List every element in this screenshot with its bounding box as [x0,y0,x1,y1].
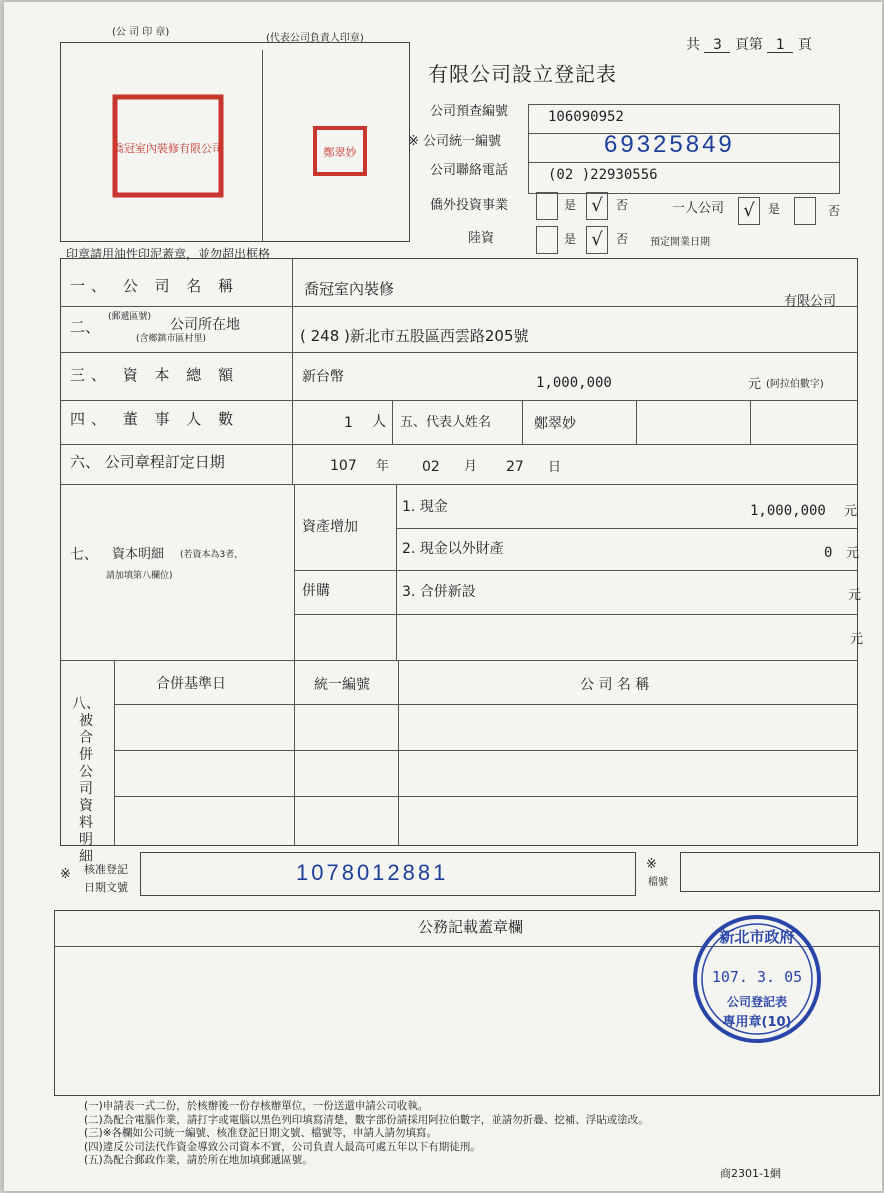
notes: (一)申請表一式二份，於核辦後一份存核辦單位，一份送還申請公司收執。 (二)為配合電腦作業，請打字或電腦以黑色列印填寫清楚，數字部份請採用阿拉伯數字，並請勿折疊、挖補、浮貼或塗改。 (三)※各欄如公司統一編號、核准登記日期文號、檔號等，申請人請勿填寫。 (四)違反公司法代作資金導致公司資本不實，公司負責人最高可處五年以下有期徒刑。 (五)為配合郵政作業，請於所在地加填郵遞區號。 [84,1100,649,1166]
company-name-label: 一、 公 司 名 稱 [70,277,240,295]
capital-detail-label: 資本明細 [112,547,165,562]
page-indicator: 共 3 頁第 1 頁 [686,37,812,53]
unified-label: ※ 公司統一編號 [408,134,502,149]
directors-count: 1 [344,415,353,431]
one-person-label: 一人公司 [672,201,725,216]
company-name-suffix: 有限公司 [784,294,837,309]
approval-number: 1078012881 [296,860,449,885]
company-name-header: 公 司 名 稱 [580,677,650,693]
overseas-label: 僑外投資事業 [430,198,509,213]
file-number-box [680,852,880,892]
mainland-label: 陸資 [468,231,495,246]
merger-label: 併購 [302,583,330,599]
svg-text:新北市政府: 新北市政府 [719,928,795,946]
articles-date-label: 六、 公司章程訂定日期 [70,453,225,471]
mainland-no-check: √ [586,226,608,254]
prereview-label: 公司預查編號 [430,104,509,119]
svg-text:公司登記表: 公司登記表 [726,995,788,1009]
registration-form: 共 3 頁第 1 頁 (公 司 印 章) (代表公司負責人印章) 喬冠室內裝修有限公司 鄭翠妙 印章請用油性印泥蓋章，並勿超出框格 有限公司設立登記表 公司預查編號 106090952 ※ 公司統一編號 69325849 公司聯絡電話 (02 )22930556 僑外投資事業 是 √ 否 一人公司 √ 是 否 陸資 是 √ 否 預定開業日期 一、 公 司 名 稱 喬冠室內裝修 有限公司 二、 (郵遞區號) 公司所在地 (含鄉鎮市區村里) ( 248 )新北市五股區西雲路205號 三、 資 本 總 額 新台幣 1,000,000 元 (阿拉伯數字) 四、 董 事 人 數 1 人 五、代表人姓名 鄭翠妙 六、 公司章程訂定日期 107 年 02 月 27 日 七、 資本明細 (若資本為3者， 請加填第八欄位) 資產增加 併購 1. 現金 1,000,000 元 2. 現金以外財產 0 元 3. 合併新設 元 元 八、 被 合 併 公 司 資 料 明 細 合併基準日 統一編號 公 司 名 稱 ※ 核准登記 日期文號 1078012881 ※ 檔號 公務記載蓋章欄 新北市政府 107. 3. 05 公司登記表 專用章(10) (一)申請表一式二份，於核辦後一份存核辦單位，一份送還申請公司收執。 (二)為配合電腦作業，請打字或電腦以黑色列印填寫清楚，數字部份請採用阿拉伯數字，並請勿折疊、挖補、浮貼或塗改。 (三)※各欄如公司統一編號、核准登記日期文號、檔號等，申請人請勿填寫。 (四)違反公司法代作資金導致公司資本不實，公司負責人最高可處五年以下有期徒刑。 (五)為配合郵政作業，請於所在地加填郵遞區號。 商2301-1網 [4,2,882,1191]
rep-name-value: 鄭翠妙 [534,416,576,432]
section8-label: 八、 被 合 併 公 司 資 料 明 細 [72,696,100,865]
phone-label: 公司聯絡電話 [430,163,509,178]
rep-name-label: 五、代表人姓名 [400,415,492,430]
one-person-yes-check: √ [738,197,760,225]
svg-text:107. 3. 05: 107. 3. 05 [711,968,803,986]
seal-note: 印章請用油性印泥蓋章，並勿超出框格 [66,247,271,261]
svg-text:喬冠室內裝修有限公司: 喬冠室內裝修有限公司 [113,142,223,155]
address-label: 公司所在地 [170,317,240,333]
rep-seal-label: (代表公司負責人印章) [266,33,364,44]
company-name-value: 喬冠室內裝修 [304,280,395,298]
noncash-value: 0 [824,545,833,561]
capital-label: 三、 資 本 總 額 [70,366,240,384]
directors-label: 四、 董 事 人 數 [70,410,240,428]
asset-increase-label: 資產增加 [302,519,358,535]
unified-number: 69325849 [604,131,735,158]
company-seal-stamp [112,94,224,198]
prereview-value: 106090952 [548,109,624,125]
svg-text:專用章(10): 專用章(10) [722,1015,792,1030]
phone-value: (02 )22930556 [548,167,658,183]
overseas-no-check: √ [586,192,608,220]
merger-base-date-header: 合併基準日 [156,676,226,692]
open-date-label: 預定開業日期 [650,237,710,248]
government-stamp [690,912,824,1046]
form-title: 有限公司設立登記表 [428,62,617,86]
cash-value: 1,000,000 [750,503,826,519]
official-record-title: 公務記載蓋章欄 [418,918,524,936]
unified-number-header: 統一編號 [314,677,370,693]
company-seal-label: (公 司 印 章) [112,27,170,38]
capital-amount: 1,000,000 [536,375,612,391]
svg-text:鄭翠妙: 鄭翠妙 [323,146,357,159]
form-code: 商2301-1網 [720,1167,781,1180]
address-value: ( 248 )新北市五股區西雲路205號 [300,327,529,345]
rep-seal-stamp [312,125,368,177]
